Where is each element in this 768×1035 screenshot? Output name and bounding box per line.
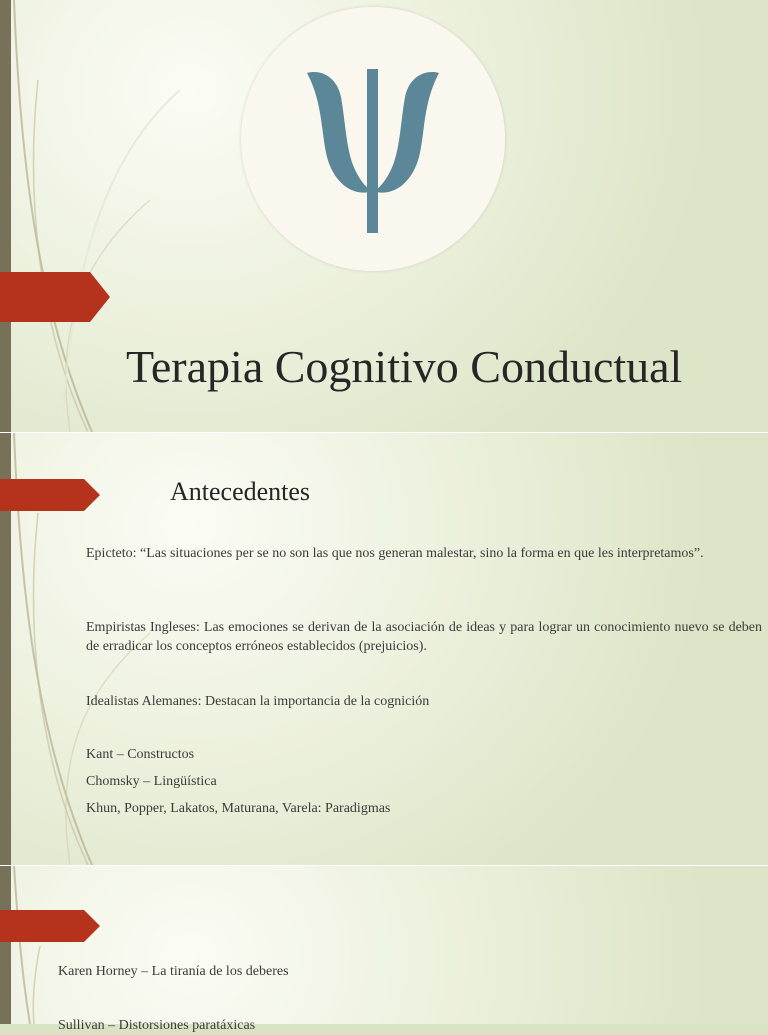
list-item: Empiristas Ingleses: Las emociones se derivan de la asociación de ideas y para lograr un conocimiento nuevo se deben de erradicar los conceptos erróneos establecidos (prejuicios). (86, 620, 762, 654)
list-item: Khun, Popper, Lakatos, Maturana, Varela: Paradigmas (86, 801, 391, 816)
marker-arrow (0, 479, 100, 511)
logo-circle (241, 7, 505, 271)
list-item: Kant – Constructos (86, 747, 195, 762)
marker-arrow (0, 272, 110, 322)
list-item: Karen Horney – La tiranía de los deberes (58, 964, 289, 979)
list-item: Idealistas Alemanes: Destacan la importancia de la cognición (86, 694, 430, 709)
list-item: Chomsky – Lingüística (86, 774, 217, 789)
slide-title: Terapia Cognitivo Conductual (126, 341, 683, 392)
left-bar (0, 0, 11, 432)
psi-icon (241, 7, 505, 271)
antecedentes-slide (0, 433, 768, 865)
left-bar (0, 866, 11, 1024)
marker-arrow (0, 910, 100, 942)
title-slide (0, 0, 768, 432)
list-item: Sullivan – Distorsiones paratáxicas (58, 1018, 256, 1033)
section-heading: Antecedentes (170, 477, 311, 506)
list-item: Epicteto: “Las situaciones per se no son las que nos generan malestar, sino la forma en que les interpretamos”. (86, 546, 704, 561)
decorative-swooshes (0, 866, 768, 1024)
continuation-slide (0, 866, 768, 1033)
